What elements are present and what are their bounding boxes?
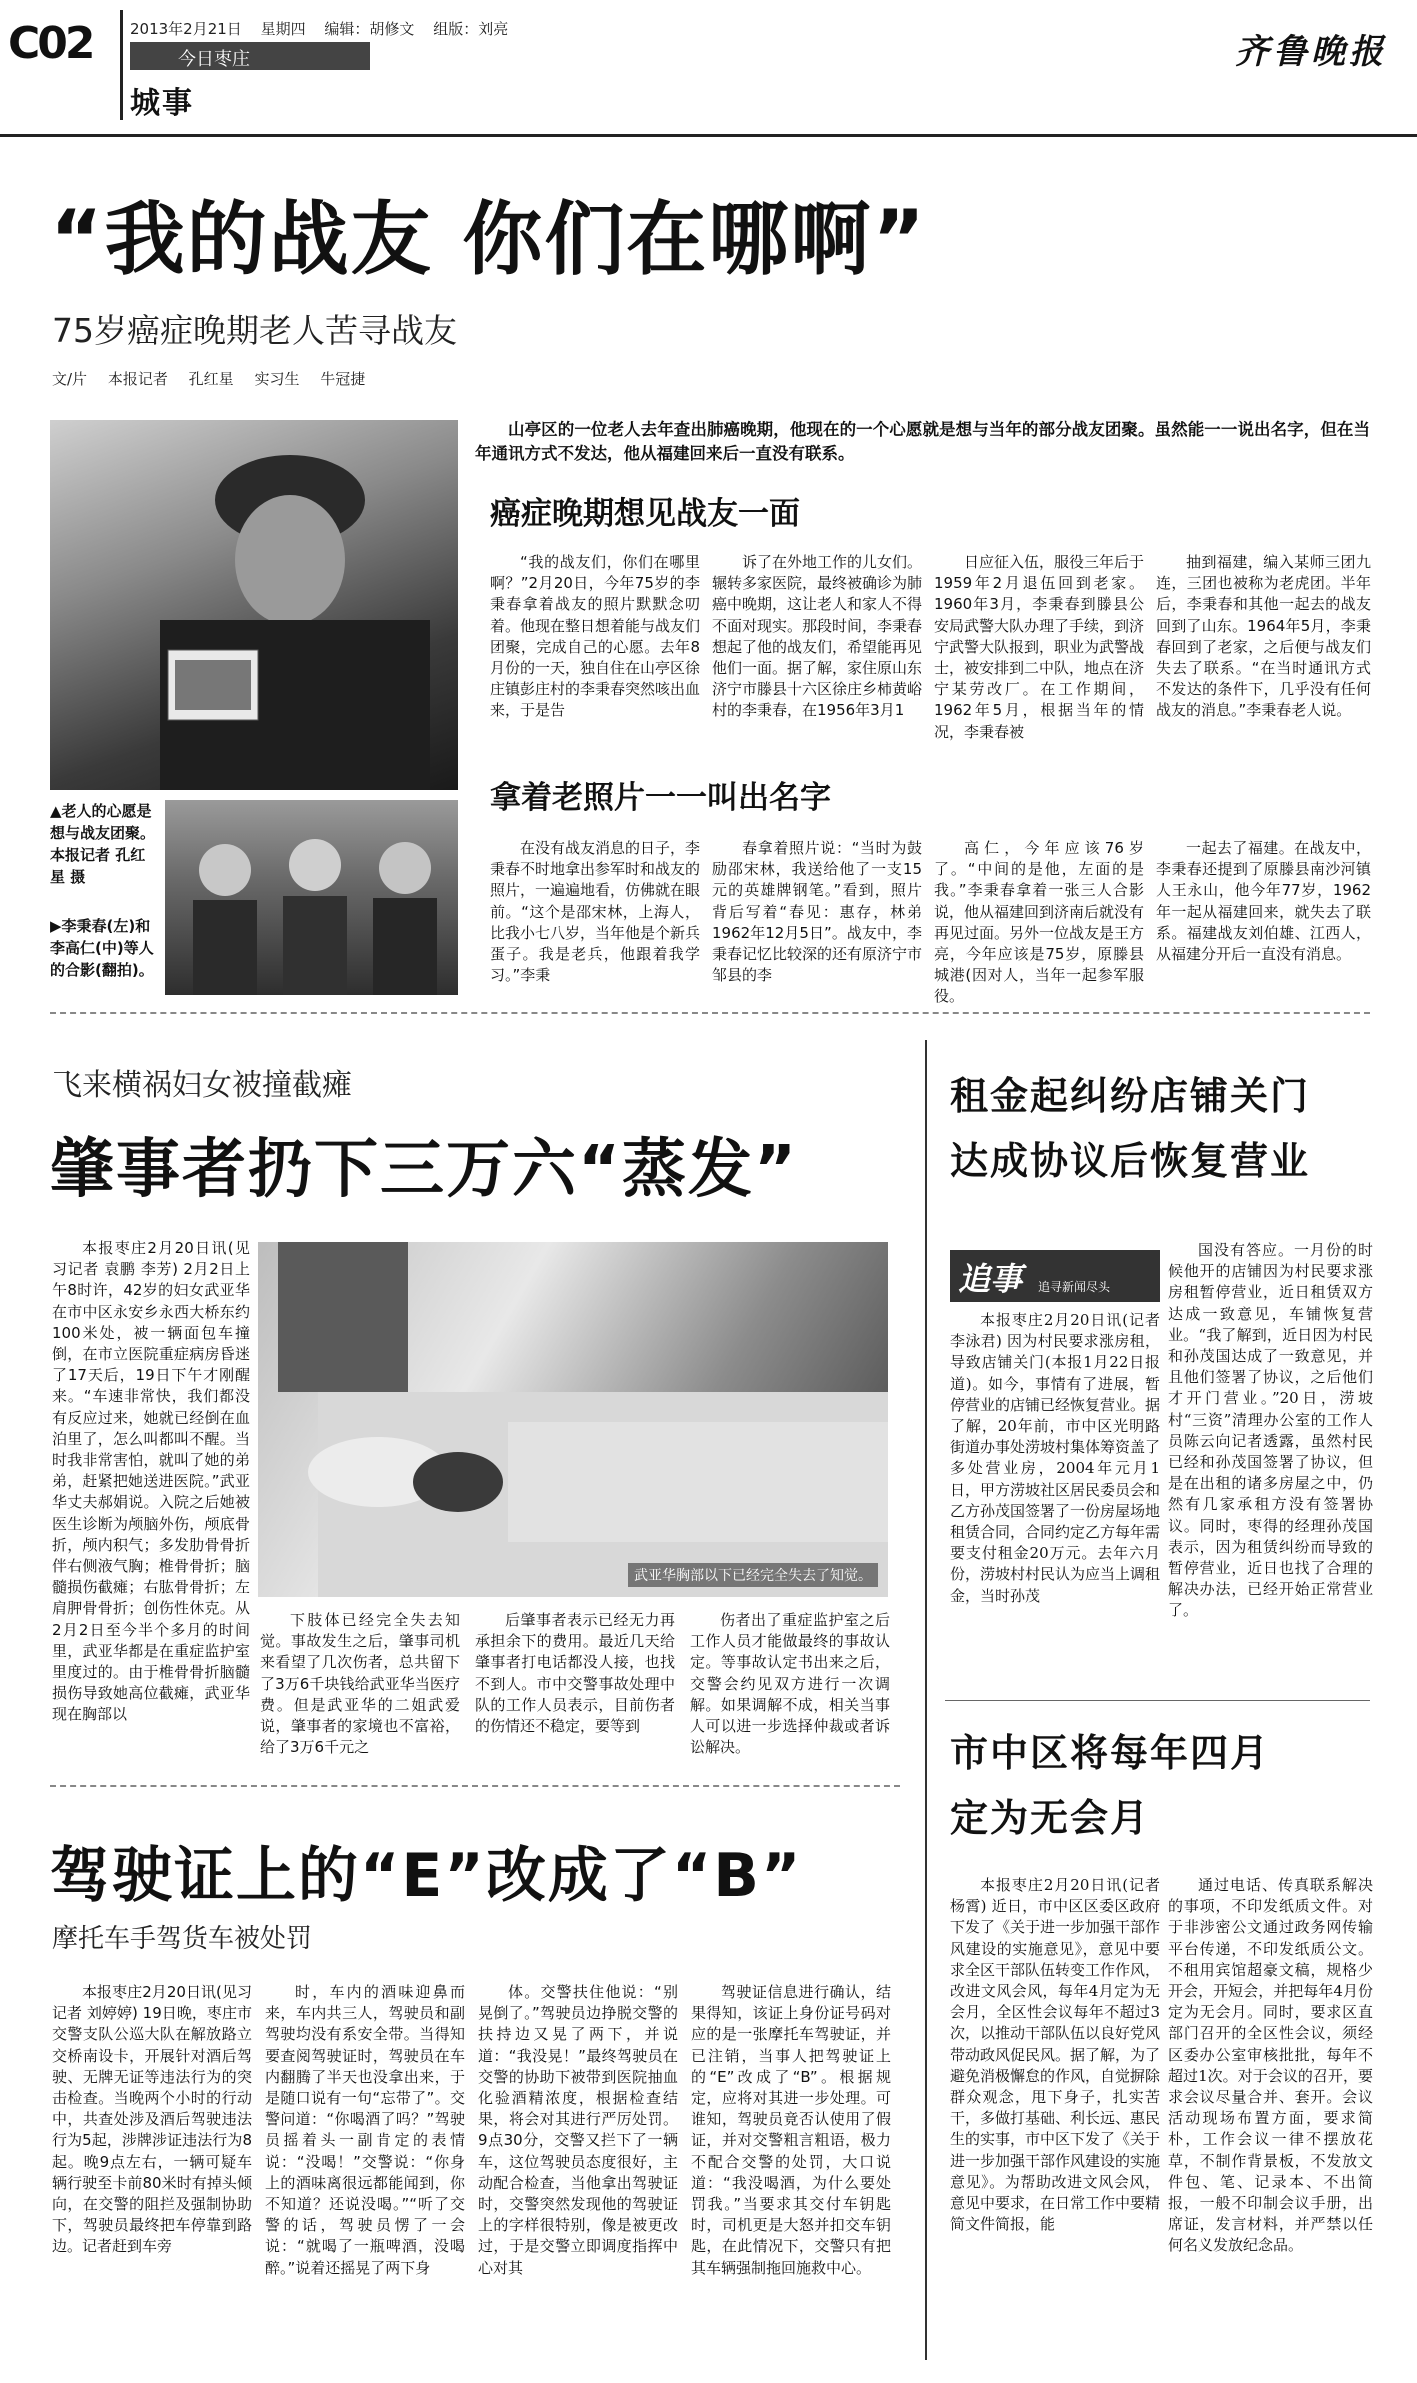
elderly-man-photo	[50, 420, 458, 790]
story4-headline-line2: 达成协议后恢复营业	[950, 1139, 1311, 1183]
photo-caption: ▲老人的心愿是想与战友团聚。本报记者 孔红星 摄	[50, 802, 156, 886]
story3-column	[691, 1982, 891, 2352]
story3-headline: 驾驶证上的“E”改成了“B”	[50, 1841, 803, 1911]
paragraph: 在没有战友消息的日子，李秉春不时地拿出参军时和战友的照片，一遍遍地看，仿佛就在眼前。“这个是邵宋林，上海人，比我小七八岁，当年他是个新兵蛋子。我是老兵，他跟着我学习。”李秉	[490, 839, 701, 985]
paragraph: 一起去了福建。在战友中，李秉春还提到了原滕县南沙河镇人王永山，他今年77岁，1962年一起从福建回来，就失去了联系。福建战友刘伯雄、江西人，从福建分开后一直没有消息。	[1156, 839, 1371, 964]
header-divider	[120, 10, 123, 120]
column-divider	[925, 1040, 927, 2360]
story4-column	[1168, 1240, 1373, 1690]
story1-column	[712, 838, 922, 993]
story3-column	[478, 1982, 678, 2352]
story-divider	[50, 1012, 1370, 1014]
paragraph: 本报枣庄2月20日讯(见习记者 刘婷婷) 19日晚，枣庄市交警支队公巡大队在解放路立交桥南设卡，开展针对酒后驾驶、无牌无证等违法行为的突击检查。当晚两个小时的行动中，共查处涉及酒后驾驶违法行为5起，涉牌涉证违法行为8起。晚9点左右，一辆可疑车辆行驶至卡前80米时有掉头倾向，在交警的阻拦及强制协助下，驾驶员最终把车停靠到路边。记者赶到车旁	[52, 1983, 252, 2256]
issue-weekday: 星期四	[260, 20, 306, 38]
story1-subhead: 75岁癌症晚期老人苦寻战友	[52, 311, 457, 350]
story2-kicker: 飞来横祸妇女被撞截瘫	[52, 1068, 352, 1103]
story-divider	[945, 1700, 1370, 1701]
story2-headline: 肇事者扔下三万六“蒸发”	[50, 1133, 799, 1207]
paragraph: 体。交警扶住他说：“别晃倒了。”驾驶员边挣脱交警的扶持边又晃了两下，并说道：“我没晃！”最终驾驶员在交警的协助下被带到医院抽血化验酒精浓度，根据检查结果，将会对其进行严厉处罚。9点30分，交警又拦下了一辆车，这位驾驶员态度很好，主动配合检查，当他拿出驾驶证时，交警突然发现他的驾驶证上的字样很特别，像是被更改过，于是交警立即调度指挥中心对其	[478, 1983, 678, 2277]
section-tab: 今日枣庄	[130, 42, 370, 70]
old-group-photo	[165, 800, 458, 995]
story1-column	[1156, 838, 1371, 993]
layout-credit: 组版：刘亮	[433, 20, 509, 38]
paragraph: 本报枣庄2月20日讯(见习记者 袁鹏 李芳) 2月2日上午8时许，42岁的妇女武亚华在市中区永安乡永西大桥东约100米处，被一辆面包车撞倒，在市立医院重症病房昏迷了17天后，19日下午才刚醒来。“车速非常快，我们都没有反应过来，她就已经倒在血泊里了，怎么叫都叫不醒。当时我非常害怕，就叫了她的弟弟，赶紧把她送进医院。”武亚华丈夫郝娟说。入院之后她被医生诊断为颅脑外伤，颅底骨折，颅内积气；多发肋骨骨折伴右侧液气胸；椎骨骨折；脑髓损伤截瘫；右肱骨骨折；左肩胛骨骨折；创伤性休克。从2月2日至今半个多月的时间里，武亚华都是在重症监护室里度过的。由于椎骨骨折脑髓损伤导致她高位截瘫，武亚华现在胸部以	[52, 1239, 250, 1724]
story1-column	[490, 552, 700, 748]
paragraph: 诉了在外地工作的儿女们。辗转多家医院，最终被确诊为肺癌中晚期，这让老人和家人不得不面对现实。那段时间，李秉春想起了他的战友们，希望能再见他们一面。据了解，家住原山东济宁市滕县十六区徐庄乡柿黄峪村的李秉春，在1956年3月1	[712, 553, 923, 720]
section-title: 城事	[130, 86, 194, 121]
portrait-illustration	[50, 420, 458, 790]
paragraph: 国没有答应。一月份的时候他开的店铺因为村民要求涨房租暂停营业，近日租赁双方达成一致意见，车铺恢复营业。“我了解到，近日因为村民和孙茂国达成了一致意见，并且他们签署了协议，之后他们才开门营业。”20日，涝坡村“三资”清理办公室的工作人员陈云向记者透露，虽然村民已经和孙茂国签署了协议，但是在出租的诸多房屋之中，仍然有几家承租方没有签署协议。同时，枣得的经理孙茂国表示，因为租赁纠纷而导致的暂停营业，近日也找了合理的解决办法，已经开始正常营业了。	[1168, 1241, 1373, 1620]
story3-column	[52, 1982, 252, 2352]
badge-subtitle: 追寻新闻尽头	[1038, 1280, 1111, 1294]
story2-column	[690, 1610, 890, 1758]
story2-column	[260, 1610, 460, 1758]
paragraph: 日应征入伍，服役三年后于1959年2月退伍回到老家。1960年3月，李秉春到滕县公安局武警大队办理了手续，到济宁武警大队报到，职业为武警战士，被安排到二中队，地点在济宁某劳改厂。在工作期间，1962年5月，根据当年的情况，李秉春被	[934, 553, 1145, 741]
paragraph: 抽到福建，编入某师三团九连，三团也被称为老虎团。半年后，李秉春和其他一起去的战友回到了山东。1964年5月，李秉春回到了老家，之后便与战友们失去了联系。“在当时通讯方式不发达的条件下，几乎没有任何战友的消息。”李秉春老人说。	[1156, 553, 1371, 720]
story5-headline-line2: 定为无会月	[950, 1796, 1151, 1840]
paragraph: 春拿着照片说：“当时为鼓励邵宋林，我送给他了一支15元的英雄牌钢笔。”看到，照片背后写着“春见：惠存，林弟1962年12月5日”。战友中，李秉春记忆比较深的还有原济宁市邹县的李	[712, 839, 923, 985]
story1-byline	[52, 368, 381, 389]
header-rule	[0, 134, 1417, 137]
story1-column	[934, 552, 1144, 748]
story4-headline-line1: 租金起纠纷店铺关门	[950, 1074, 1311, 1118]
story1-column	[1156, 552, 1371, 748]
newspaper-brand: 齐鲁晚报	[1235, 32, 1387, 72]
story4-column	[950, 1310, 1160, 1690]
paragraph: 高仁，今年应该76岁了。“中间的是他，左面的是我。”李秉春拿着一张三人合影说，他从福建回到济南后就没有再见过面。另外一位战友是王方亮，今年应该是75岁，原滕县城港(因对人，当年一起参军服役。	[934, 839, 1145, 1006]
story1-section-heading: 癌症晚期想见战友一面	[490, 496, 800, 532]
story3-column	[265, 1982, 465, 2352]
follow-up-badge	[950, 1250, 1160, 1302]
story1-column	[712, 552, 922, 748]
byline-part: 牛冠捷	[320, 370, 366, 388]
group-photo-caption: ▶李秉春(左)和李高仁(中)等人的合影(翻拍)。	[50, 917, 154, 979]
editor-credit: 编辑：胡修文	[324, 20, 415, 38]
issue-date: 2013年2月21日	[130, 20, 242, 38]
story1-section-heading: 拿着老照片一一叫出名字	[490, 780, 831, 816]
byline-part: 孔红星	[188, 370, 234, 388]
story5-column	[950, 1875, 1160, 2355]
story3-subhead: 摩托车手驾货车被处罚	[52, 1924, 313, 1954]
story2-column	[475, 1610, 675, 1758]
paragraph: 伤者出了重症监护室之后工作人员才能做最终的事故认定。等事故认定书出来之后，交警会约见双方进行一次调解。如果调解不成，相关当事人可以进一步选择仲裁或者诉讼解决。	[690, 1611, 890, 1757]
story5-column	[1168, 1875, 1373, 2355]
paragraph: 本报枣庄2月20日讯(记者 杨霄) 近日，市中区区委区政府下发了《关于进一步加强干部作风建设的实施意见》，意见中要求全区干部队伍转变工作作风，改进文风会风，每年4月定为无会月，全区性会议每年不超过3次，以推动干部队伍以良好党风带动政风促民风。据了解，为了避免消极懈怠的作风，自觉摒除群众观念，甩下身子，扎实苦干，多做打基础、利长远、惠民生的实事，市中区下发了《关于进一步加强干部作风建设的实施意见》。为帮助改进文风会风，意见中要求，在日常工作中要精简文件简报，能	[950, 1876, 1161, 2234]
photo-caption: 武亚华胸部以下已经完全失去了知觉。	[628, 1563, 878, 1587]
hospital-illustration	[258, 1242, 888, 1597]
story1-column	[490, 838, 700, 993]
paragraph: 本报枣庄2月20日讯(记者 李泳君) 因为村民要求涨房租，导致店铺关门(本报1月22日报道)。如今，事情有了进展，暂停营业的店铺已经恢复营业。据了解，20年前，市中区光明路街道办事处涝坡村集体筹资盖了多处营业房，2004年元月1日，甲方涝坡社区居民委员会和乙方孙茂国签署了一份房屋场地租赁合同，合同约定乙方每年需要支付租金20万元。去年六月份，涝坡村村民认为应当上调租金，当时孙茂	[950, 1311, 1161, 1605]
byline-part: 本报记者	[107, 370, 168, 388]
byline-part: 实习生	[254, 370, 300, 388]
story1-headline: “我的战友 你们在哪啊”	[50, 193, 928, 286]
story1-column	[934, 838, 1145, 1006]
badge-title: 追事	[958, 1260, 1023, 1298]
page-code: C02	[8, 18, 93, 69]
paragraph: 驾驶证信息进行确认，结果得知，该证上身份证号码对应的是一张摩托车驾驶证，并已注销，当事人把驾驶证上的“E”改成了“B”。根据规定，应将对其进一步处理。可谁知，驾驶员竟否认使用了假证，并对交警粗言粗语，极力不配合交警的处罚，大口说道：“我没喝酒，为什么要处罚我。”当要求其交付车钥匙时，司机更是大怒并扣交车钥匙，在此情况下，交警只有把其车辆强制拖回施救中心。	[691, 1983, 891, 2277]
story5-headline-line1: 市中区将每年四月	[950, 1731, 1271, 1775]
byline-part: 文/片	[52, 370, 88, 388]
paragraph: 时，车内的酒味迎鼻而来，车内共三人，驾驶员和副驾驶均没有系安全带。当得知要查阅驾驶证时，驾驶员在车内翻腾了半天也没拿出来，于是随口说有一句“忘带了”。交警问道：“你喝酒了吗？”驾驶员摇着头一副肯定的表情说：“没喝！”交警说：“你身上的酒味离很远都能闻到，你不知道？还说没喝。”“听了交警的话，驾驶员愣了一会说：“就喝了一瓶啤酒，没喝醉。”说着还摇晃了两下身	[265, 1983, 465, 2277]
paragraph: “我的战友们，你们在哪里啊？”2月20日，今年75岁的李秉春拿着战友的照片默默念叨着。他现在整日想着能与战友们团聚，完成自己的心愿。去年8月份的一天，独自住在山亭区徐庄镇彭庄村的李秉春突然咳出血来，于是告	[490, 553, 701, 720]
soldiers-illustration	[165, 800, 458, 995]
hospital-patient-photo	[258, 1242, 888, 1597]
paragraph: 后肇事者表示已经无力再承担余下的费用。最近几天给肇事者打电话都没人接，也找不到人。市中交警事故处理中队的工作人员表示，目前伤者的伤情还不稳定，要等到	[475, 1611, 675, 1736]
story1-lead: 山亭区的一位老人去年查出肺癌晚期，他现在的一个心愿就是想与当年的部分战友团聚。虽然能一一说出名字，但在当年通讯方式不发达，他从福建回来后一直没有联系。	[475, 420, 1370, 463]
story-divider	[50, 1785, 900, 1787]
header-meta	[130, 18, 522, 39]
paragraph: 通过电话、传真联系解决的事项，不印发纸质文件。对于非涉密公文通过政务网传输平台传递，不印发纸质公文。不租用宾馆超豪文稿，规格少开会，开短会，并把每年4月份定为无会月。同时，要求区直部门召开的全区性会议，须经区委办公室审核批批，每年不超过1次。对于会议的召开，要求会议尽量合并、套开。会议活动现场布置方面，要求简朴，工作会议一律不摆放花草，不制作背景板，不发放文件包、笔、记录本、不出简报，一般不印制会议手册，出席证，发言材料，并严禁以任何名义发放纪念品。	[1168, 1876, 1373, 2255]
paragraph: 下肢体已经完全失去知觉。事故发生之后，肇事司机来看望了几次伤者，总共留下了3万6千块钱给武亚华当医疗费。但是武亚华的二姐武爱说，肇事者的家境也不富裕，给了3万6千元之	[260, 1611, 460, 1757]
story2-dateline-column	[52, 1238, 250, 1758]
